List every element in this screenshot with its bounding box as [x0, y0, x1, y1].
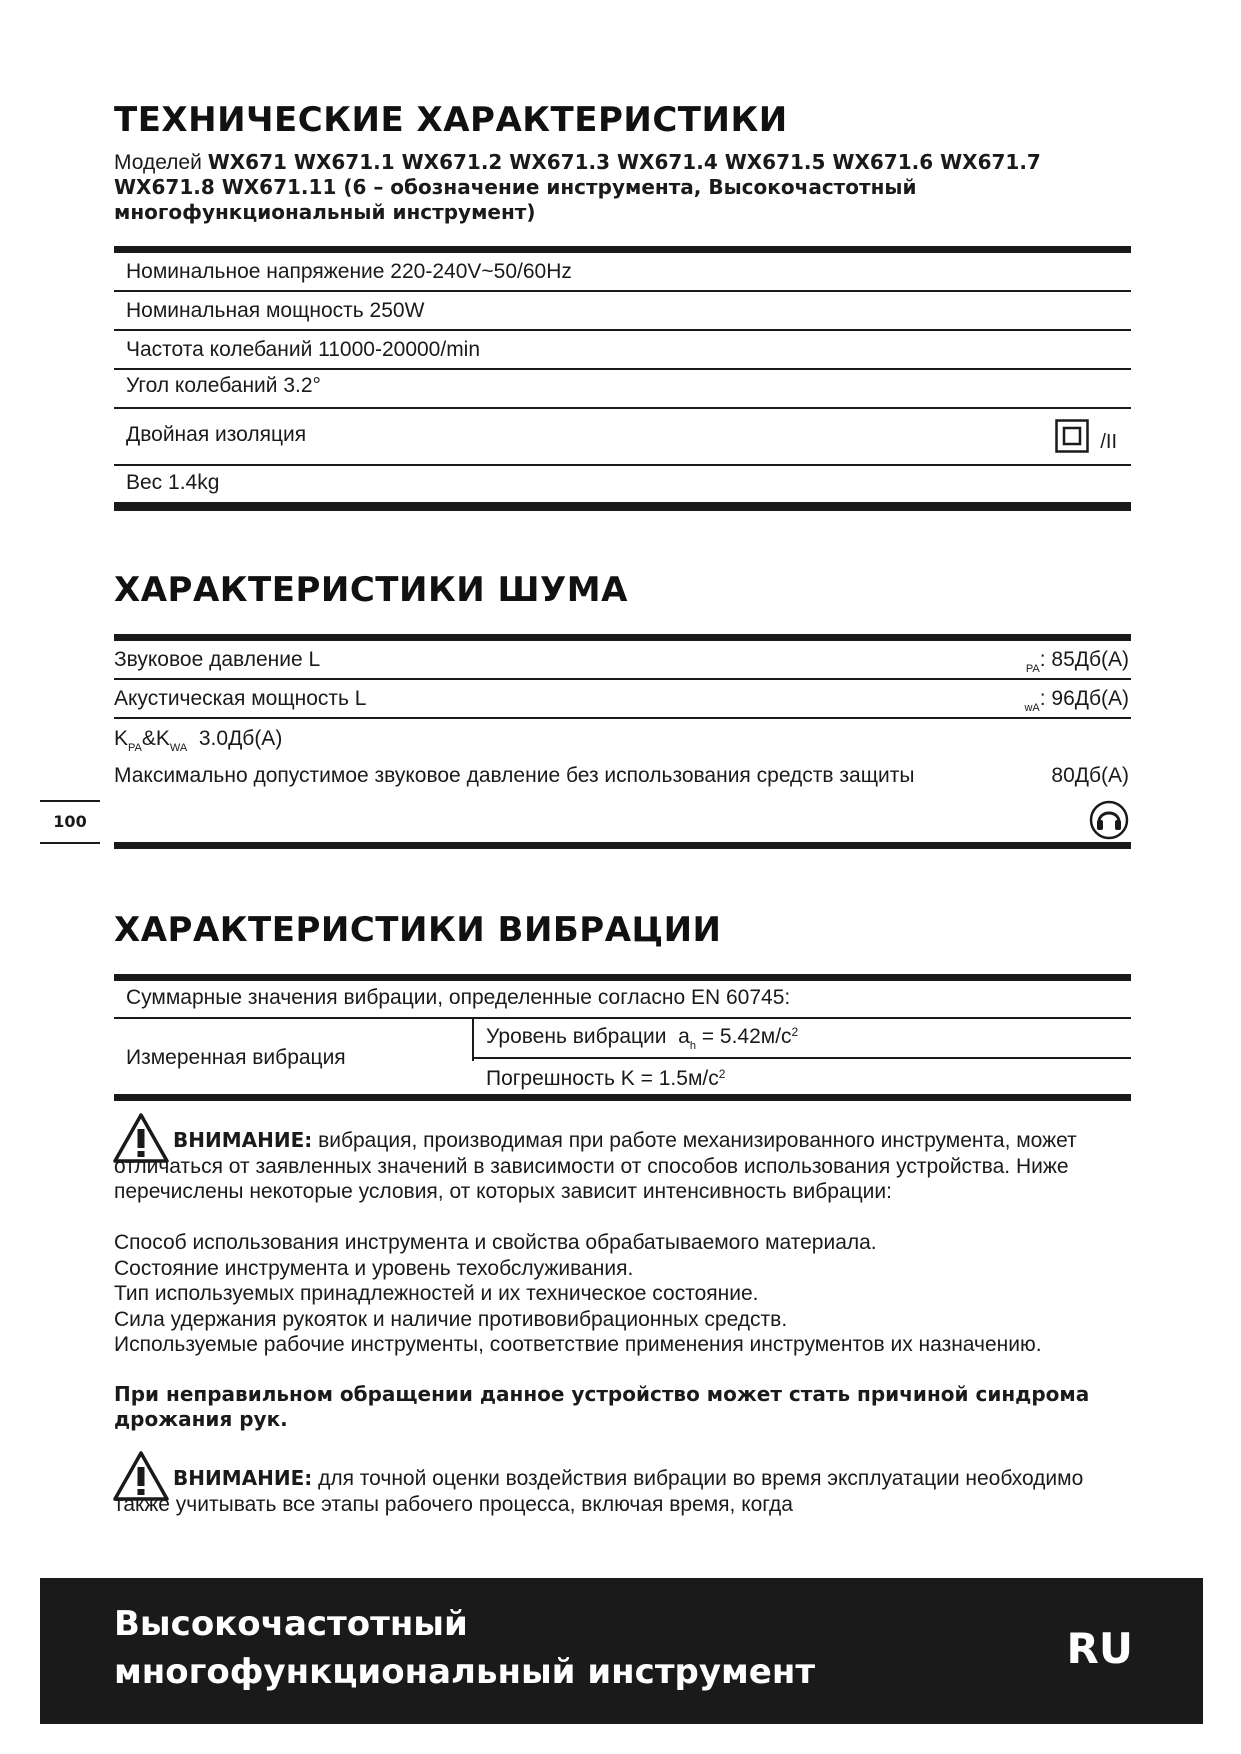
noise-title: ХАРАКТЕРИСТИКИ ШУМА — [114, 570, 628, 610]
spec-row — [114, 370, 1131, 409]
vibration-error: Погрешность $K = 1.5м/с^2$ — [486, 1067, 726, 1090]
spec-row — [114, 466, 1131, 504]
spec-row — [114, 253, 1131, 292]
noise-table — [114, 634, 1131, 849]
warning-title: ВНИМАНИЕ: — [173, 1128, 313, 1152]
uncertainty-k: $K_{PA}\&K_{WA}$ 3.0Дб(A) — [114, 727, 283, 754]
vibration-table — [114, 974, 1131, 1094]
list-item: Сила удержания рукояток и наличие противовибрационных средств. — [114, 1307, 788, 1331]
spec-row — [114, 409, 1131, 466]
vibration-title: ХАРАКТЕРИСТИКИ ВИБРАЦИИ — [114, 910, 722, 950]
noise-row — [114, 758, 1131, 842]
spec-row — [114, 292, 1131, 331]
spec-voltage: Номинальное напряжение 220-240V~50/60Hz — [126, 260, 572, 283]
list-item: Состояние инструмента и уровень техобслуживания. — [114, 1256, 634, 1280]
sound-power-label: Акустическая мощность L — [114, 687, 367, 710]
footer-banner — [40, 1578, 1203, 1724]
warning-text: вибрация, производимая при работе механизированного инструмента, может отличаться от заявленных значений в зависимости от способов использования устройства. Ниже перечислены некоторые условия, от которых зависит интенсивность вибрации: — [114, 1129, 1077, 1203]
spec-row — [114, 331, 1131, 370]
specs-table — [114, 246, 1131, 511]
warning-vibration — [114, 1128, 1134, 1205]
spec-weight: Вес 1.4kg — [126, 471, 220, 494]
vibration-level: Уровень вибрации $a_h = 5.42м/с^2$ — [486, 1025, 799, 1052]
warning-conditions-list — [114, 1230, 1134, 1358]
measured-vibration-label: Измеренная вибрация — [126, 1046, 346, 1069]
warning-title: ВНИМАНИЕ: — [173, 1466, 313, 1490]
spec-frequency: Частота колебаний 11000-20000/min — [126, 338, 481, 361]
spec-insulation: Двойная изоляция — [126, 423, 307, 446]
spec-power: Номинальная мощность 250W — [126, 299, 425, 322]
max-pressure-label: Максимально допустимое звуковое давление без использования средств защиты — [114, 764, 915, 787]
spec-angle: Угол колебаний 3.2° — [126, 374, 321, 397]
list-item: Тип используемых принадлежностей и их техническое состояние. — [114, 1282, 759, 1305]
models-line — [114, 150, 1124, 225]
vibration-total-label: Суммарные значения вибрации, определенные согласно EN 60745: — [126, 986, 791, 1009]
models-list: WX671 WX671.1 WX671.2 WX671.3 WX671.4 WX671.5 WX671.6 WX671.7 WX671.8 WX671.11 (6 – обозначение инструмента, Высокочастотный многофункциональный инструмент) — [114, 150, 1041, 224]
page-number: 100 — [40, 800, 100, 844]
warning-text: для точной оценки воздействия вибрации во время эксплуатации необходимо также учитывать все этапы рабочего процесса, включая время, когда — [114, 1467, 1084, 1516]
hand-arm-syndrome-note: При неправильном обращении данное устройство может стать причиной синдрома дрожания рук. — [114, 1382, 1090, 1431]
sound-power-value: $_{wA}$: 96Дб(A) — [1024, 687, 1129, 714]
noise-row — [114, 641, 1131, 680]
sound-pressure-label: Звуковое давление L — [114, 648, 321, 671]
noise-row — [114, 680, 1131, 719]
noise-row — [114, 719, 1131, 758]
warning-exposure — [114, 1466, 1134, 1517]
double-insulation-class: /II — [1100, 431, 1117, 453]
footer-title: Высокочастотный многофункциональный инструмент — [114, 1604, 816, 1692]
double-insulation-icon — [1055, 419, 1089, 459]
specs-title: ТЕХНИЧЕСКИЕ ХАРАКТЕРИСТИКИ — [114, 100, 788, 140]
models-prefix: Моделей — [114, 151, 208, 174]
sound-pressure-value: $_{PA}$: 85Дб(A) — [1025, 648, 1129, 675]
list-item: Способ использования инструмента и свойства обрабатываемого материала. — [114, 1231, 877, 1254]
max-pressure-value: 80Дб(A) — [1051, 764, 1129, 787]
language-code: RU — [1066, 1624, 1133, 1673]
list-item: Используемые рабочие инструменты, соответствие применения инструментов их назначению. — [114, 1333, 1042, 1356]
ear-protection-icon — [1089, 800, 1129, 846]
